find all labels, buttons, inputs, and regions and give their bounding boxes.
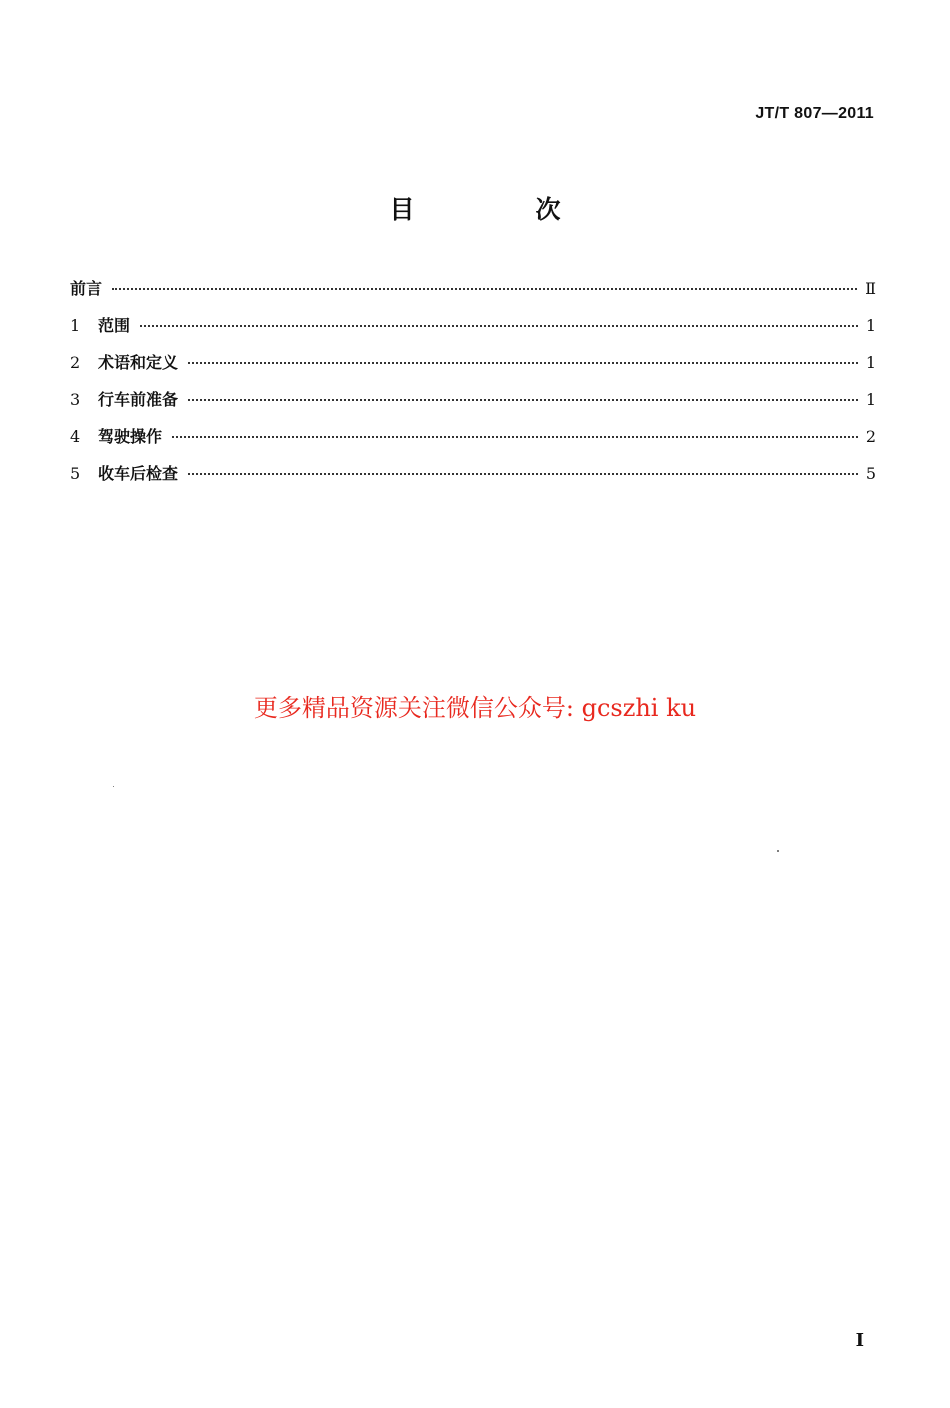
toc-entry-page: Ⅱ — [865, 279, 876, 298]
toc-entry-driving-operation[interactable] — [70, 424, 876, 461]
table-of-contents — [70, 276, 876, 498]
dot-leader — [188, 399, 858, 401]
toc-entry-scope[interactable] — [70, 313, 876, 350]
dot-leader — [188, 362, 858, 364]
toc-title: 目 次 — [389, 195, 609, 224]
toc-entry-label: 范围 — [98, 316, 131, 335]
scan-speck — [777, 850, 779, 852]
toc-entry-page: 2 — [865, 427, 876, 446]
toc-entry-page: 1 — [865, 316, 876, 335]
toc-entry-label: 驾驶操作 — [98, 427, 163, 446]
toc-entry-terms[interactable] — [70, 350, 876, 387]
toc-entry-number: 4 — [70, 427, 81, 446]
toc-entry-label: 前言 — [70, 279, 103, 298]
toc-entry-pre-driving[interactable] — [70, 387, 876, 424]
dot-leader — [188, 473, 858, 475]
toc-entry-page: 5 — [865, 464, 876, 483]
toc-entry-label: 行车前准备 — [98, 390, 179, 409]
page-number: I — [855, 1330, 864, 1351]
dot-leader — [140, 325, 858, 327]
toc-entry-number: 3 — [70, 390, 81, 409]
toc-entry-post-check[interactable] — [70, 461, 876, 498]
scan-speck — [113, 786, 114, 787]
promo-watermark-text: 更多精品资源关注微信公众号: gcszhi ku — [253, 694, 697, 722]
toc-entry-number: 2 — [70, 353, 81, 372]
dot-leader — [112, 288, 857, 290]
toc-entry-label: 术语和定义 — [98, 353, 179, 372]
toc-entry-page: 1 — [865, 353, 876, 372]
standard-code: JT/T 807—2011 — [755, 105, 874, 122]
toc-entry-foreword[interactable] — [70, 276, 876, 313]
toc-entry-number: 5 — [70, 464, 81, 483]
dot-leader — [172, 436, 858, 438]
toc-entry-page: 1 — [865, 390, 876, 409]
toc-entry-label: 收车后检查 — [98, 464, 179, 483]
toc-entry-number: 1 — [70, 316, 81, 335]
